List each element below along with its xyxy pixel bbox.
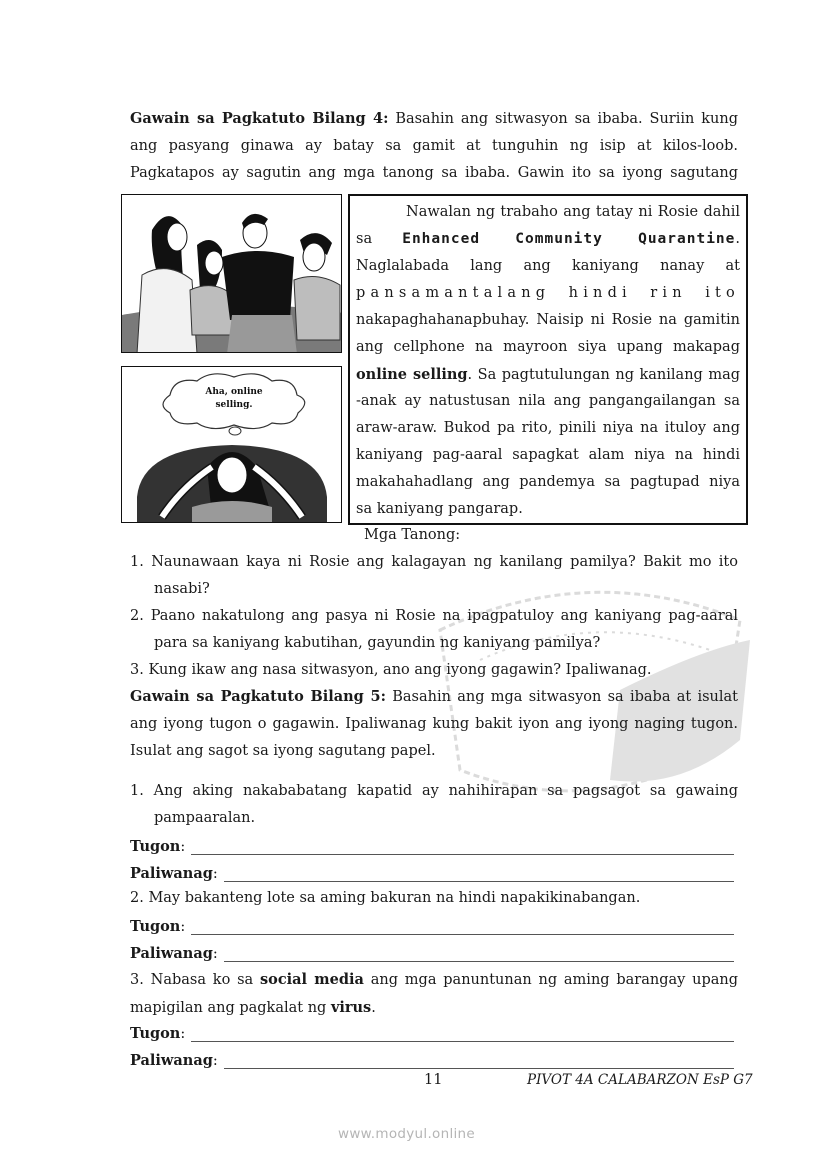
paliwanag-answer-1: Paliwanag : [130, 863, 734, 885]
virus-term: virus [330, 999, 372, 1016]
situation-3: 3. Nabasa ko sa social media ang mga panuntunan ng aming barangay upang mapigilan ang pagkalat ng virus. [130, 971, 739, 1016]
story-line: makahahadlang ang pandemya sa pagtupad niya [356, 474, 740, 490]
situation-1: 1. Ang aking nakababatang kapatid ay nahihirapan sa pagsagot sa gawaing pampaaralan. [130, 783, 738, 826]
family-illustration [121, 194, 342, 353]
tugon-input-1[interactable] [191, 839, 734, 855]
story-line: nakapaghahanapbuhay. Naisip ni Rosie na gamitin [356, 312, 740, 328]
paliwanag-input-2[interactable] [224, 946, 734, 962]
online-selling-term: online selling [356, 366, 468, 383]
activity5-intro: Gawain sa Pagkatuto Bilang 5: Basahin ang mga sitwasyon sa ibaba at isulat ang iyong tugon o gagawin. Ipaliwanag kung bakit iyon ang iyong naging tugon. Isulat ang sagot sa iyong sagutang papel. [130, 688, 738, 759]
tugon-answer-2: Tugon : [130, 916, 734, 938]
thought-bubble-line1: Aha, online [205, 387, 263, 397]
tugon-input-2[interactable] [191, 919, 734, 935]
story-line: pansamantalang hindi rin ito [356, 285, 740, 301]
story-box [348, 194, 748, 525]
activity5-heading: Gawain sa Pagkatuto Bilang 5: [130, 688, 386, 705]
question-item: 1. Naunawaan kaya ni Rosie ang kalagayan ng kanilang pamilya? Bakit mo ito nasabi? [130, 554, 738, 597]
page-number: 11 [424, 1072, 443, 1088]
story-line: araw-araw. Bukod pa rito, pinili niya na ituloy ang [356, 420, 740, 436]
story-line: sa Enhanced Community Quarantine. [356, 231, 741, 247]
story-line: sa kaniyang pangarap. [356, 501, 523, 517]
activity4-intro: Gawain sa Pagkatuto Bilang 4: Basahin ang sitwasyon sa ibaba. Suriin kung ang pasyang ginawa ay batay sa gamit at tunguhin ng isip at kilos-loob. Pagkatapos ay sagutin ang mga tanong sa ibaba. Gawin ito sa iyong sagutang [130, 110, 738, 181]
girl-thinking-illustration [121, 366, 342, 523]
question-item: 2. Paano nakatulong ang pasya ni Rosie na ipagpatuloy ang kaniyang pag-aaral para sa kaniyang kabutihan, gayundin ng kaniyang pamilya? [130, 608, 738, 651]
girl-thinking-icon [122, 367, 342, 523]
tugon-answer-1: Tugon : [130, 836, 734, 858]
website-watermark: www.modyul.online [338, 1126, 476, 1142]
thought-bubble-line2: selling. [215, 400, 253, 410]
paliwanag-answer-3: Paliwanag : [130, 1050, 734, 1072]
ecq-term: Enhanced Community Quarantine [402, 231, 736, 247]
story-line: -anak ay natustusan nila ang pangangailangan sa [356, 393, 740, 409]
paliwanag-input-1[interactable] [224, 866, 734, 882]
activity4-heading: Gawain sa Pagkatuto Bilang 4: [130, 110, 389, 127]
story-line: Naglalabada lang ang kaniyang nanay at [356, 258, 740, 274]
question-item: 3. Kung ikaw ang nasa sitwasyon, ano ang iyong gagawin? Ipaliwanag. [130, 662, 652, 678]
social-media-term: social media [259, 971, 364, 988]
questions-title: Mga Tanong: [364, 527, 461, 543]
situation-2: 2. May bakanteng lote sa aming bakuran na hindi napakikinabangan. [130, 890, 641, 906]
paliwanag-answer-2: Paliwanag : [130, 943, 734, 965]
story-line: Nawalan ng trabaho ang tatay ni Rosie dahil [406, 204, 740, 220]
family-icon [122, 195, 342, 353]
footer-title: PIVOT 4A CALABARZON EsP G7 [527, 1072, 753, 1088]
tugon-answer-3: Tugon : [130, 1023, 734, 1045]
story-line: kaniyang pag-aaral sapagkat alam niya na hindi [356, 447, 740, 463]
tugon-input-3[interactable] [191, 1026, 734, 1042]
paliwanag-input-3[interactable] [224, 1053, 734, 1069]
story-line: online selling. Sa pagtutulungan ng kanilang mag [356, 366, 740, 383]
story-line: ang cellphone na mayroon siya upang makapag [356, 339, 740, 355]
